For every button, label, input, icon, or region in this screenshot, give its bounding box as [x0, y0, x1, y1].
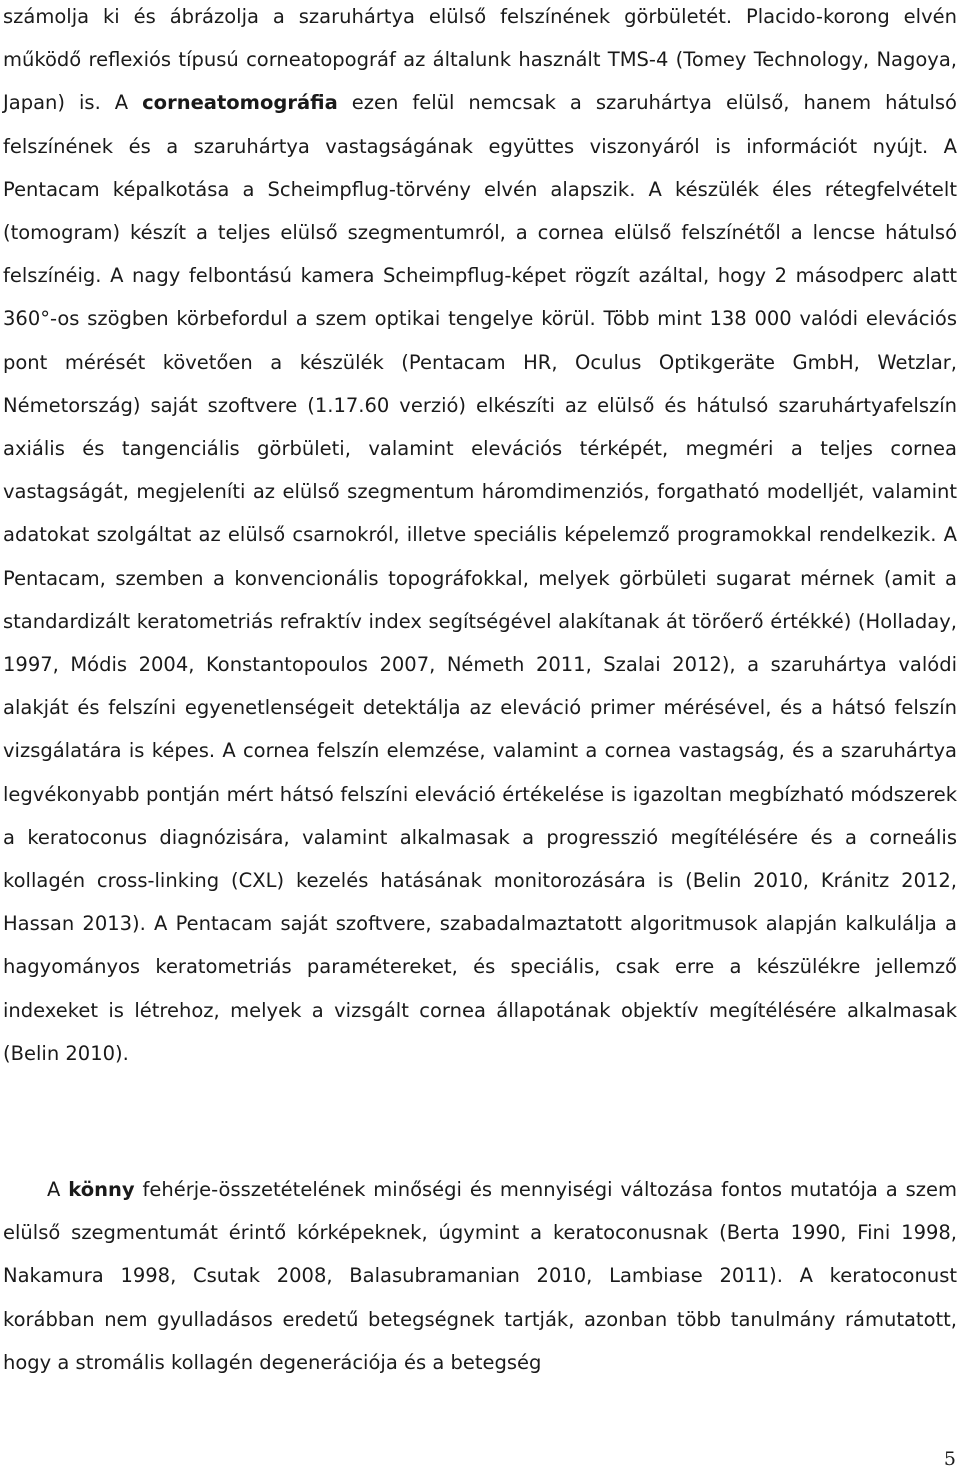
term-corneatomografia: corneatomográfia [142, 91, 338, 115]
paragraph-tear-fluid [3, 1168, 957, 1384]
paragraph2-text-rest: fehérje-összetételének minőségi és mennyiségi változása fontos mutatója a szem elülső szegmentumát érintő kórképeknek, úgymint a keratoconusnak (Berta 1990, Fini 1998, Nakamura 1998, Csutak 2008, Balasubramanian 2010, Lambiase 2011). A keratoconust korábban nem gyulladásos eredetű betegségnek tartják, azonban több tanulmány rámutatott, hogy a stromális kollagén degenerációja és a betegség [3, 1178, 957, 1374]
page-number: 5 [943, 1448, 956, 1470]
paragraph1-text-rest: ezen felül nemcsak a szaruhártya elülső, hanem hátulsó felszínének és a szaruhártya vastagságának együttes viszonyáról is információt nyújt. A Pentacam képalkotása a Scheimpflug-törvény elvén alapszik. A készülék éles rétegfelvételt (tomogram) készít a teljes elülső szegmentumról, a cornea elülső felszínétől a lencse hátulsó felszínéig. A nagy felbontású kamera Scheimpflug-képet rögzít azáltal, hogy 2 másodperc alatt 360°-os szögben körbefordul a szem optikai tengelye körül. Több mint 138 000 valódi elevációs pont mérését követően a készülék (Pentacam HR, Oculus Optikgeräte GmbH, Wetzlar, Németország) saját szoftvere (1.17.60 verzió) elkészíti az elülső és hátulsó szaruhártyafelszín axiális és tangenciális görbületi, valamint elevációs térképét, megméri a teljes cornea vastagságát, megjeleníti az elülső szegmentum háromdimenziós, forgatható modelljét, valamint adatokat szolgáltat az elülső csarnokról, illetve speciális képelemző programokkal rendelkezik. A Pentacam, szemben a konvencionális topográfokkal, melyek görbületi sugarat mérnek (amit a standardizált keratometriás refraktív index segítségével alakítanak át törőerő értékké) (Holladay, 1997, Módis 2004, Konstantopoulos 2007, Németh 2011, Szalai 2012), a szaruhártya valódi alakját és felszíni egyenetlenségeit detektálja az eleváció primer mérésével, és a hátsó felszín vizsgálatára is képes. A cornea felszín elemzése, valamint a cornea vastagság, és a szaruhártya legvékonyabb pontján mért hátsó felszíni eleváció értékelése is igazoltan megbízható módszerek a keratoconus diagnózisára, valamint alkalmasak a progresszió megítélésére és a corneális kollagén cross-linking (CXL) kezelés hatásának monitorozására is (Belin 2010, Kránitz 2012, Hassan 2013). A Pentacam saját szoftvere, szabadalmaztatott algoritmusok alapján kalkulálja a hagyományos keratometriás paramétereket, és speciális, csak erre a készülékre jellemző indexeket is létrehoz, melyek a vizsgált cornea állapotának objektív megítélésére alkalmasak (Belin 2010). [3, 91, 957, 1065]
term-konny: könny [68, 1178, 135, 1201]
paragraph2-text-start: A [47, 1178, 69, 1201]
paragraph-corneatomography [3, 0, 957, 1075]
paragraph1-text-start: számolja ki és ábrázolja a szaruhártya elülső felszínének görbületét. Placido-korong elvén működő reflexiós típusú corneatopográf az általunk használt TMS-4 (Tomey Technology, Nagoya, Japan) is. A [3, 5, 957, 115]
